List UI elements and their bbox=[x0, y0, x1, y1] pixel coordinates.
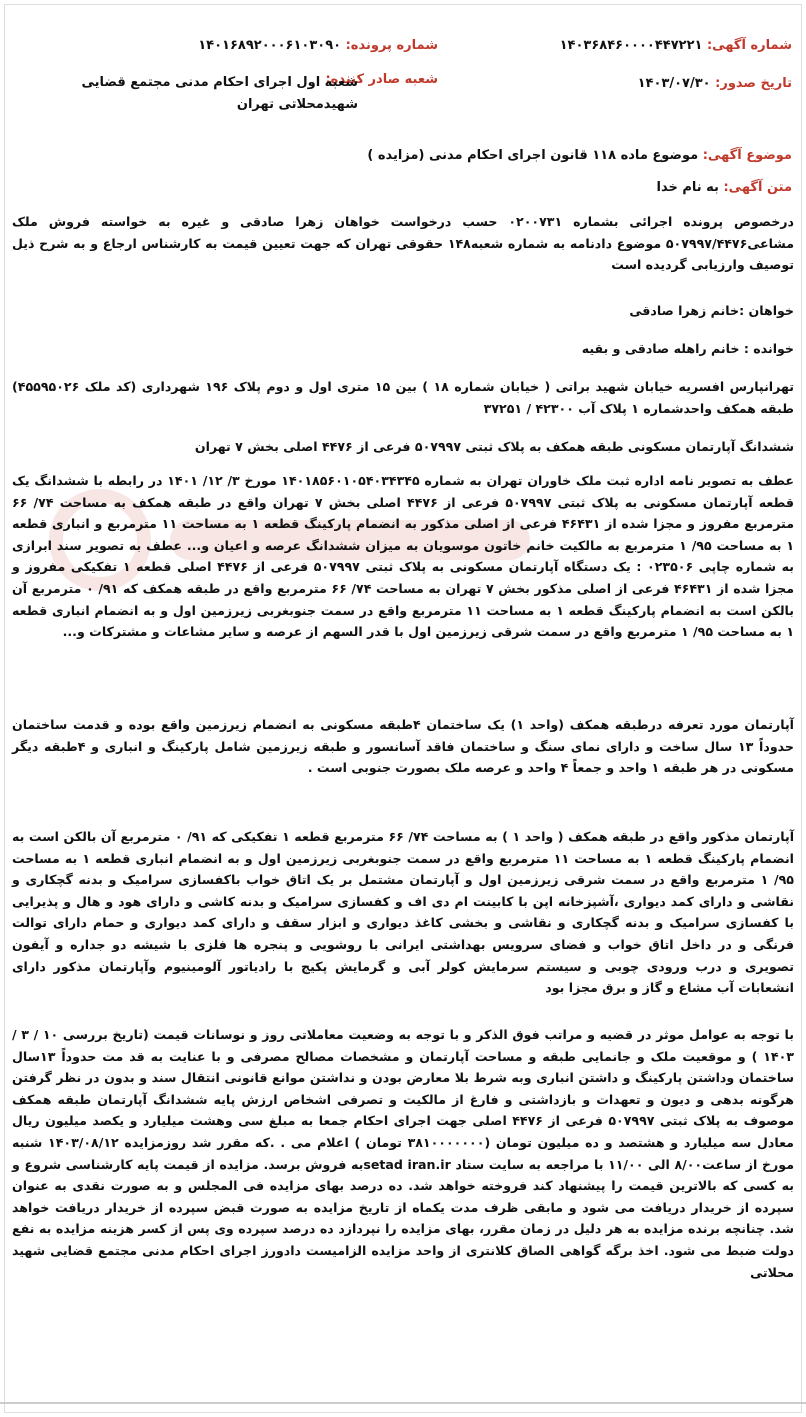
issuer-value: شعبه اول اجرای احکام مدنی مجتمع قضایی شهیدمحلاتی تهران bbox=[81, 75, 358, 112]
ad-text-label: متن آگهی: bbox=[723, 180, 792, 195]
ad-text-head bbox=[656, 180, 792, 195]
ad-subject-label: موضوع آگهی: bbox=[702, 148, 792, 163]
paragraph-request: درخصوص پرونده اجرائی بشماره ۰۲۰۰۷۳۱ حسب درخواست خواهان زهرا صادقی و غیره به خواسته فروش ملک مشاعی۵۰۷۹۹۷/۴۴۷۶ موضوع دادنامه به شماره شعبه۱۴۸ حقوقی تهران که جهت تعیین قیمت به کارشناس ارجاع و به شرح ذیل توصیف وارزیابی گردیده است bbox=[12, 214, 794, 273]
case-number-label: شماره پرونده: bbox=[345, 38, 438, 53]
ad-number-label: شماره آگهی: bbox=[706, 38, 792, 53]
case-number bbox=[198, 38, 438, 53]
issuer-label: شعبه صادر کننده: bbox=[325, 72, 438, 87]
paragraph-unit-description: آپارتمان مذکور واقع در طبقه همکف ( واحد ۱ ) به مساحت ۷۴/ ۶۶ مترمربع قطعه ۱ تفکیکی که ۹۱/ ۰ مترمربع آن بالکن است به انضمام پارکینگ قطعه ۱ به مساحت ۱۱ مترمربع واقع در سمت جنوبغربی زیرزمین اول و به انضمام انباری قطعه ۱ به مساحت ۹۵/ ۱ مترمربع واقع در سمت شرقی زیرزمین اول و آپارتمان مشتمل بر یک اتاق خواب باکفسازی سرامیک و بدنه گچکاری و نقاشی و دارای کمد دیواری ،آشپزخانه اپن با کابینت ام دی اف و کفسازی سرامیک و بدنه کاشی و دارای هود و هال و پذیرایی با کفسازی سرامیک و بدنه گچکاری و نقاشی و بخشی کاغذ دیواری و ابزار سقف و دارای کمد دیواری و حمام دارای توالت فرنگی و در داخل اتاق خواب و فضای سرویس بهداشتی ایرانی با روشویی و پنجره ها فلزی با شیشه دو جداره و آیفون تصویری و درب ورودی چوبی و سیستم سرمایش کولر آبی و گرمایش پکیج با رادیاتور آلومینیوم وآپارتمان مذکور دارای انشعابات آب مشاع و گاز و برق مجزا بود bbox=[12, 829, 795, 996]
paragraph-registry: عطف به تصویر نامه اداره ثبت ملک خاوران تهران به شماره ۱۴۰۱۸۵۶۰۱۰۵۴۰۳۴۳۴۵ مورخ ۳/ ۱۲/ ۱۴۰۱ در رابطه با ششدانگ یک قطعه آپارتمان مسکونی به پلاک ثبتی ۵۰۷۹۹۷ فرعی از ۴۴۷۶ اصلی بخش ۷ تهران واقع در طبقه همکف به مساحت ۷۴/ ۶۶ مترمربع مفروز و مجزا شده از ۴۶۴۳۱ فرعی از اصلی مذکور به انضمام پارکینگ قطعه ۱ به مساحت ۱۱ مترمربع و انباری قطعه ۱ به مساحت ۹۵/ ۱ مترمربع به مالکیت خانم خاتون موسویان به میزان ششدانگ عرصه و اعیان و... عطف به تصویر سند ابرازی به شماره چاپی ۰۲۳۵۰۶ : یک دستگاه آپارتمان مسکونی به پلاک ثبتی ۵۰۷۹۹۷ فرعی از ۴۴۷۶ اصلی قطعه ۱ تفکیکی مفروز و مجزا شده از ۴۶۴۳۱ فرعی از اصلی مذکور بخش ۷ تهران به مساحت ۷۴/ ۶۶ مترمربع واقع در طبقه همکف که ۹۱/ ۰ مترمربع آن بالکن است به انضمام پارکینگ قطعه ۱ به مساحت ۱۱ مترمربع واقع در سمت جنوبغربی زیرزمین اول و به انضمام انباری قطعه ۱ به مساحت ۹۵/ ۱ مترمربع واقع در سمت شرقی زیرزمین اول با قدر السهم از عرصه و سایر مشاعات و مشترکات و... bbox=[12, 473, 795, 640]
paragraph-valuation-auction: با توجه به عوامل موثر در قضیه و مراتب فوق الذکر و با توجه به وضعیت معاملاتی روز و نوسانات قیمت (تاریخ بررسی ۱۰ / ۳ / ۱۴۰۳ ) و موقعیت ملک و جانمایی طبقه و مساحت آپارتمان و مشخصات مصالح مصرفی و با عنایت به قد مت حدوداً ۱۳سال ساختمان وداشتن پارکینگ و داشتن انباری وبه شرط بلا معارض بودن و نداشتن موانع قانونی انتقال سند و بدون در نظر گرفتن هرگونه بدهی و دیون و تعهدات و بازداشتی و فارغ از مالکیت و تصرفی اشخاص ارزش پایه ششدانگ آپارتمان طبقه همکف موصوف به پلاک ثبتی ۵۰۷۹۹۷ فرعی از ۴۴۷۶ اصلی جهت اجرای احکام جمعا به مبلغ سی وهشت میلیارد و یکصد میلیون ریال معادل سه میلیارد و هشتصد و ده میلیون تومان (۳۸۱۰۰۰۰۰۰۰ تومان ) اعلام می . .که مقرر شد روزمزایده ۱۴۰۳/۰۸/۱۲ شنبه مورخ از ساعت۸/۰۰ الی ۱۱/۰۰ با مراجعه به سایت ستاد setad iran.irبه فروش برسد. مزایده از قیمت پایه کارشناسی شروع و به کسی که بالاترین قیمت را پیشنهاد کند فروخته خواهد شد. ده درصد بهای مزایده فی المجلس و به صورت نقدی به عنوان سپرده از خریدار دریافت می شود و مابقی ظرف مدت یکماه از تاریخ مزایده به صورت قبض سپرده از خریدار دریافت خواهد شد. چنانچه برنده مزایده به هر دلیل در زمان مقرر، بهای مزایده را نپردازد ده درصد سپرده وی پس از کسر هزینه مزایده به نفع دولت ضبط می شود. اخذ برگه گواهی الصاق کلانتری از واحد مزایده الزامیست دادورز اجرای احکام مدنی مجتمع قضایی شهید محلاتی bbox=[12, 1027, 794, 1280]
paragraph-address: تهرانپارس افسریه خیابان شهید براتی ( خیابان شماره ۱۸ ) بین ۱۵ متری اول و دوم پلاک ۱۹۶ شهرداری (کد ملک ۴۵۵۹۵۰۲۶) طبقه همکف واحدشماره ۱ پلاک آب ۴۲۳۰۰ / ۳۷۲۵۱ bbox=[12, 379, 794, 416]
ad-number-value: ۱۴۰۳۶۸۴۶۰۰۰۰۴۴۷۲۲۱ bbox=[559, 38, 703, 53]
issue-date bbox=[638, 76, 792, 91]
ad-subject bbox=[367, 148, 792, 163]
paragraph-property-title: ششدانگ آپارتمان مسکونی طبقه همکف به پلاک ثبتی ۵۰۷۹۹۷ فرعی از ۴۴۷۶ اصلی بخش ۷ تهران bbox=[194, 439, 794, 454]
case-number-value: ۱۴۰۱۶۸۹۲۰۰۰۶۱۰۳۰۹۰ bbox=[198, 38, 342, 53]
footer-divider bbox=[0, 1402, 806, 1404]
ad-number bbox=[560, 38, 792, 53]
ad-text-bismillah: به نام خدا bbox=[656, 180, 719, 195]
issue-date-label: تاریخ صدور: bbox=[715, 76, 792, 91]
paragraph-plaintiff: خواهان :خانم زهرا صادقی bbox=[629, 303, 794, 318]
paragraph-building: آپارتمان مورد تعرفه درطبقه همکف (واحد ۱) یک ساختمان ۴طبقه مسکونی به انضمام زیرزمین واقع بوده و قدمت ساختمان حدوداً ۱۳ سال ساخت و دارای نمای سنگ و ساختمان فاقد آسانسور و طبقه زیرزمین شامل پارکینگ و انباری و ۴طبقه دیگر مسکونی در هر طبقه ۱ واحد و جمعاً ۴ واحد و عرصه ملک بصورت جنوبی است . bbox=[12, 717, 794, 776]
ad-subject-value: موضوع ماده ۱۱۸ قانون اجرای احکام مدنی (مزایده ) bbox=[367, 148, 699, 163]
issue-date-value: ۱۴۰۳/۰۷/۳۰ bbox=[637, 76, 711, 91]
paragraph-defendant: خوانده : خانم راهله صادقی و بقیه bbox=[581, 341, 794, 356]
